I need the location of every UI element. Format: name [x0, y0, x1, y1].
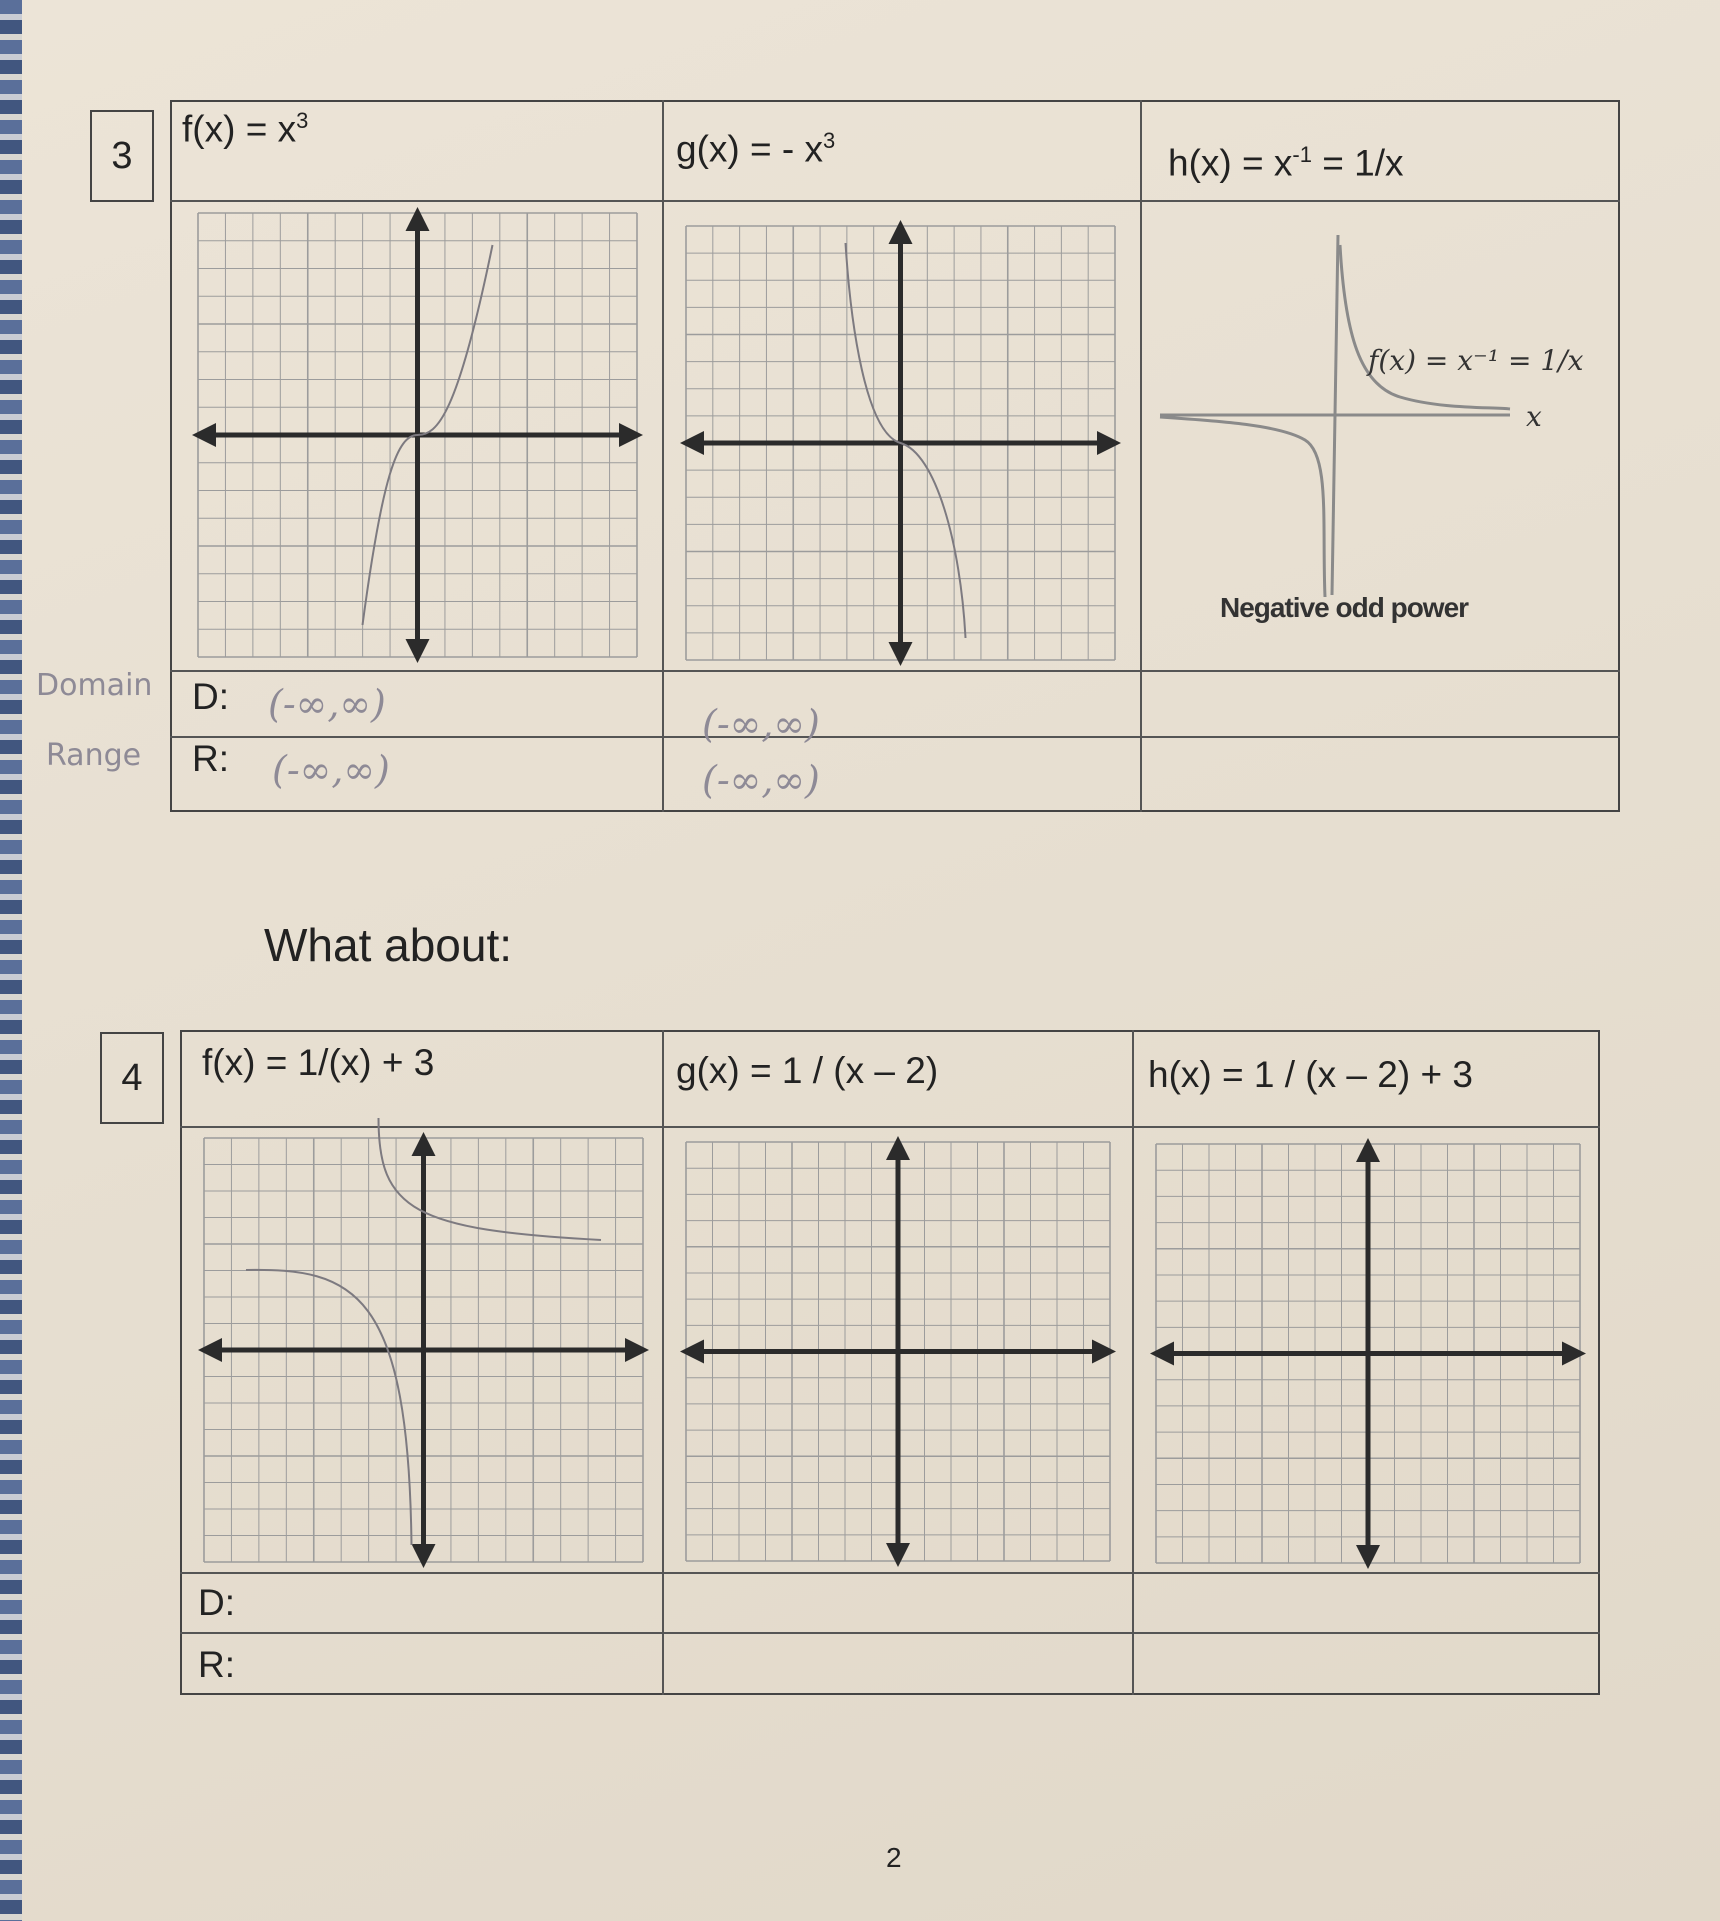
- y-axis-arrow-up: [406, 207, 430, 231]
- problem-3-g-domain-answer[interactable]: (-∞,∞): [702, 702, 820, 746]
- problem-3-g-range-answer[interactable]: (-∞,∞): [702, 758, 820, 802]
- reference-function-label: f(x) = x⁻¹ = 1/x: [1368, 344, 1584, 377]
- y-axis-arrow-up: [889, 220, 913, 244]
- table-divider: [180, 1572, 1600, 1574]
- x-axis-arrow-right: [625, 1338, 649, 1362]
- problem-4-g-graph[interactable]: [678, 1134, 1118, 1569]
- margin-note-domain: Domain: [36, 668, 153, 703]
- problem-4-h-label: h(x) = 1 / (x – 2) + 3: [1148, 1054, 1473, 1095]
- x-axis-arrow-right: [1562, 1342, 1586, 1366]
- problem-4-number: 4: [100, 1032, 164, 1124]
- page-number: 2: [886, 1842, 902, 1873]
- table-divider: [662, 1030, 664, 1695]
- problem-3-h-label: $h(x) = x^{-1} = 1/x$: [1168, 142, 1404, 184]
- table-divider: [1140, 100, 1142, 812]
- problem-4-f-graph[interactable]: [196, 1130, 651, 1570]
- table-divider: [1132, 1030, 1134, 1695]
- x-axis-arrow-left: [1150, 1342, 1174, 1366]
- problem-3-domain-label: D:: [192, 676, 229, 717]
- problem-4-domain-label: D:: [198, 1582, 235, 1623]
- x-axis-arrow-right: [1097, 431, 1121, 455]
- y-axis-arrow-down: [1356, 1545, 1380, 1569]
- what-about-prompt: What about:: [264, 919, 513, 971]
- reciprocal-curve-left: [1160, 417, 1325, 597]
- table-divider: [180, 1632, 1600, 1634]
- y-axis-arrow-up: [886, 1136, 910, 1160]
- problem-3-g-label: g(x) = - $x^3$: [676, 128, 836, 170]
- problem-4-g-label: g(x) = 1 / (x – 2): [676, 1050, 939, 1091]
- problem-3-f-label: $f(x) = x^3$: [182, 108, 309, 150]
- y-axis-arrow-down: [886, 1543, 910, 1567]
- y-axis-arrow-down: [889, 642, 913, 666]
- sketch-curve-lower: [246, 1270, 412, 1545]
- x-axis-arrow-left: [680, 1340, 704, 1364]
- problem-3-f-domain-answer[interactable]: (-∞,∞): [268, 682, 386, 726]
- problem-4-h-graph[interactable]: [1148, 1136, 1588, 1571]
- problem-4-range-label: R:: [198, 1644, 235, 1685]
- problem-3-f-range-answer[interactable]: (-∞,∞): [272, 748, 390, 792]
- table-divider: [170, 670, 1620, 672]
- table-divider: [170, 736, 1620, 738]
- reciprocal-curve-right: [1340, 245, 1510, 409]
- problem-4-f-label: f(x) = 1/(x) + 3: [202, 1042, 435, 1083]
- problem-3-f-graph: [190, 205, 645, 665]
- y-axis-arrow-down: [406, 639, 430, 663]
- x-axis-arrow-right: [619, 423, 643, 447]
- y-axis-arrow-down: [412, 1544, 436, 1568]
- x-axis-arrow-left: [198, 1338, 222, 1362]
- sketch-curve-upper: [379, 1118, 602, 1240]
- problem-3-range-label: R:: [192, 738, 229, 779]
- table-divider: [662, 100, 664, 812]
- y-axis-arrow-up: [412, 1132, 436, 1156]
- problem-3-g-graph: [678, 218, 1123, 668]
- table-divider: [180, 1126, 1600, 1128]
- table-divider: [170, 200, 1620, 202]
- problem-3-number: 3: [90, 110, 154, 202]
- x-axis-arrow-right: [1092, 1340, 1116, 1364]
- y-axis-arrow-up: [1356, 1138, 1380, 1162]
- x-axis-arrow-left: [192, 423, 216, 447]
- margin-note-range: Range: [46, 738, 142, 773]
- reference-axis-label: x: [1526, 400, 1542, 433]
- problem-3-h-reference-graph: [1160, 225, 1610, 625]
- x-axis-arrow-left: [680, 431, 704, 455]
- reference-caption: Negative odd power: [1220, 592, 1469, 623]
